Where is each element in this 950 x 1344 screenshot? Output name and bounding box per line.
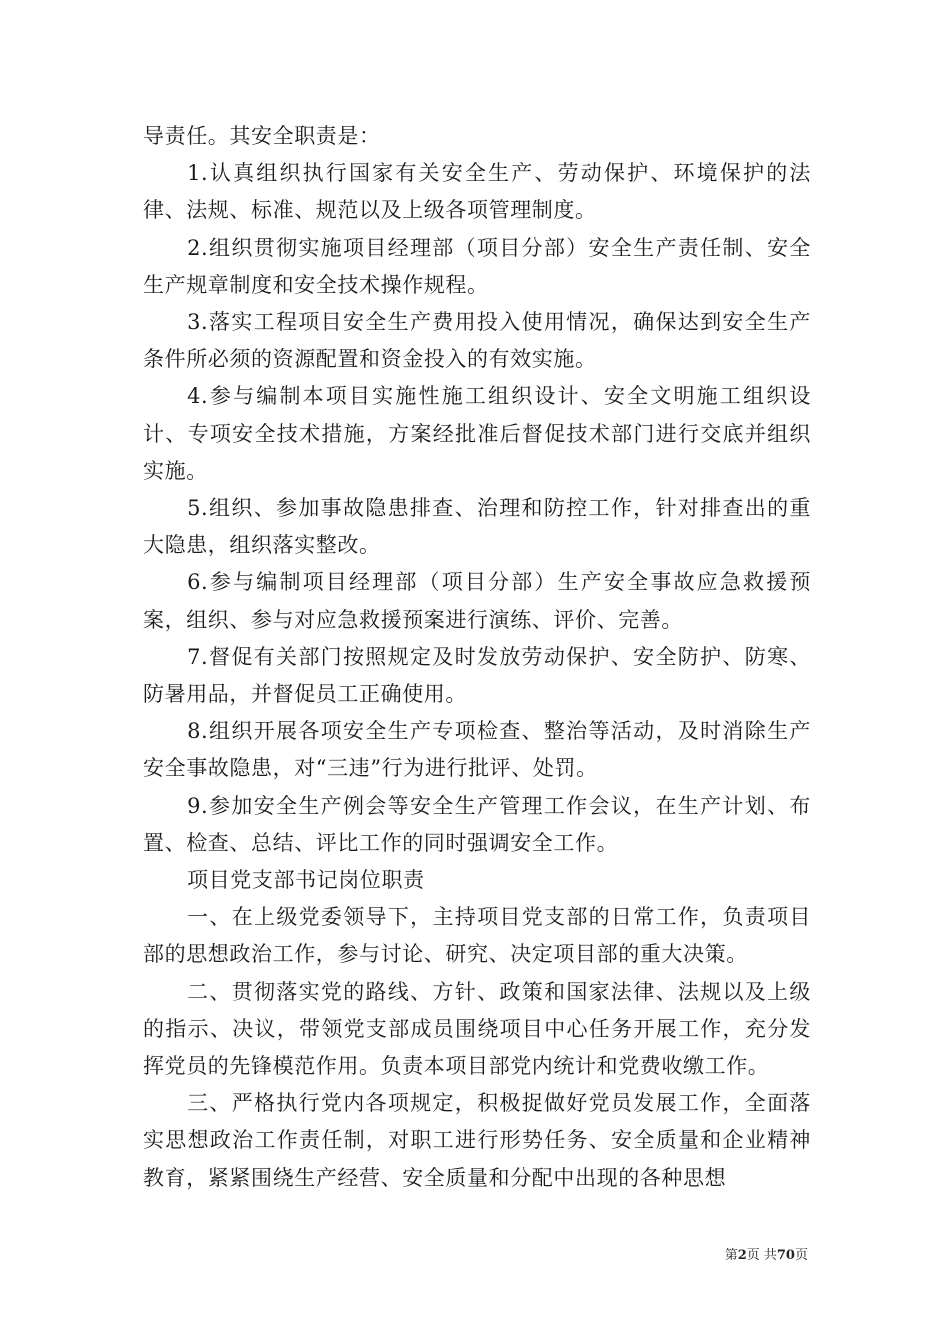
paragraph: 一、在上级党委领导下，主持项目党支部的日常工作，负责项目部的思想政治工作，参与讨论、研究、决定项目部的重大决策。 (143, 905, 811, 967)
total-pages-number: 70 (776, 1248, 795, 1263)
page-footer (600, 1244, 808, 1263)
paragraph: 4.参与编制本项目实施性施工组织设计、安全文明施工组织设计、专项安全技术措施，方案经批准后督促技术部门进行交底并组织实施。 (143, 384, 811, 483)
paragraph: 2.组织贯彻实施项目经理部（项目分部）安全生产责任制、安全生产规章制度和安全技术操作规程。 (143, 235, 811, 297)
paragraph: 5.组织、参加事故隐患排查、治理和防控工作，针对排查出的重大隐患，组织落实整改。 (143, 496, 811, 558)
paragraph: 9.参加安全生产例会等安全生产管理工作会议，在生产计划、布置、检查、总结、评比工作的同时强调安全工作。 (143, 793, 811, 855)
current-page-number: 2 (737, 1248, 747, 1263)
paragraph: 8.组织开展各项安全生产专项检查、整治等活动，及时消除生产安全事故隐患，对“三违”行为进行批评、处罚。 (143, 719, 811, 781)
document-body (143, 118, 811, 1197)
footer-prefix: 第 (724, 1248, 738, 1263)
paragraph: 三、严格执行党内各项规定，积极捉做好党员发展工作，全面落实思想政治工作责任制，对职工进行形势任务、安全质量和企业精神教育，紧紧围绕生产经营、安全质量和分配中出现的各种思想 (143, 1091, 811, 1190)
paragraph: 项目党支部书记岗位职责 (187, 868, 425, 893)
paragraph: 二、贯彻落实党的路线、方针、政策和国家法律、法规以及上级的指示、决议，带领党支部成员围绕项目中心任务开展工作，充分发挥党员的先锋模范作用。负责本项目部党内统计和党费收缴工作。 (143, 979, 811, 1079)
paragraph: 6.参与编制项目经理部（项目分部）生产安全事故应急救援预案，组织、参与对应急救援预案进行演练、评价、完善。 (143, 570, 811, 632)
paragraph: 7.督促有关部门按照规定及时发放劳动保护、安全防护、防寒、防暑用品，并督促员工正确使用。 (143, 644, 811, 707)
paragraph: 3.落实工程项目安全生产费用投入使用情况，确保达到安全生产条件所必须的资源配置和资金投入的有效实施。 (143, 310, 811, 372)
paragraph: 导责任。其安全职责是： (143, 124, 381, 148)
footer-middle: 页 共 (746, 1248, 777, 1263)
paragraph: 1.认真组织执行国家有关安全生产、劳动保护、环境保护的法律、法规、标准、规范以及上级各项管理制度。 (143, 161, 811, 223)
footer-suffix: 页 (794, 1248, 808, 1263)
